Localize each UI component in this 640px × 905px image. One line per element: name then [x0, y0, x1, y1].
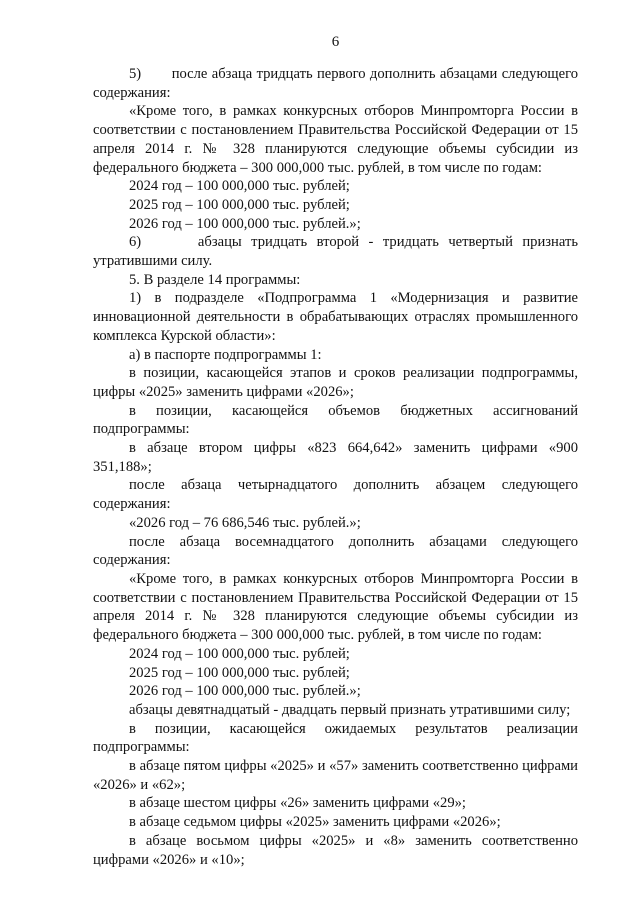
- paragraph: 5. В разделе 14 программы:: [129, 271, 301, 288]
- paragraph: 2026 год – 100 000,000 тыс. рублей.»;: [129, 683, 361, 700]
- paragraph: после абзаца восемнадцатого дополнить абзацами следующего содержания:: [93, 533, 578, 569]
- document-body: [93, 65, 578, 869]
- paragraph: 5) после абзаца тридцать первого дополнить абзацами следующего содержания:: [93, 66, 578, 101]
- paragraph: в абзаце пятом цифры «2025» и «57» заменить соответственно цифрами «2026» и «62»;: [93, 758, 578, 793]
- paragraph: 2026 год – 100 000,000 тыс. рублей.»;: [129, 215, 361, 232]
- paragraph: «Кроме того, в рамках конкурсных отборов Минпромторга России в соответствии с постановлением Правительства Российской Федерации от 15 апреля 2014 г. № 328 планируются следующие объемы субсидии из федерального бюджета – 300 000,000 тыс. рублей, в том числе по годам:: [93, 103, 578, 176]
- paragraph: после абзаца четырнадцатого дополнить абзацем следующего содержания:: [93, 477, 578, 513]
- paragraph: в позиции, касающейся этапов и сроков реализации подпрограммы, цифры «2025» заменить цифрами «2026»;: [93, 365, 578, 400]
- page-number: 6: [331, 34, 340, 50]
- paragraph: 1) в подразделе «Подпрограмма 1 «Модернизация и развитие инновационной деятельности в обрабатывающих отраслях промышленного комплекса Курской области»:: [93, 290, 578, 344]
- paragraph: а) в паспорте подпрограммы 1:: [129, 346, 322, 363]
- paragraph: в абзаце седьмом цифры «2025» заменить цифрами «2026»;: [129, 814, 501, 831]
- paragraph: 2024 год – 100 000,000 тыс. рублей;: [129, 645, 350, 662]
- paragraph: 2025 год – 100 000,000 тыс. рублей;: [129, 664, 350, 681]
- paragraph: «Кроме того, в рамках конкурсных отборов Минпромторга России в соответствии с постановлением Правительства Российской Федерации от 15 апреля 2014 г. № 328 планируются следующие объемы субсидии из федерального бюджета – 300 000,000 тыс. рублей, в том числе по годам:: [93, 570, 578, 644]
- paragraph: 2024 год – 100 000,000 тыс. рублей;: [129, 178, 350, 195]
- paragraph: «2026 год – 76 686,546 тыс. рублей.»;: [129, 514, 361, 531]
- paragraph: в абзаце шестом цифры «26» заменить цифрами «29»;: [129, 795, 466, 812]
- paragraph: в абзаце восьмом цифры «2025» и «8» заменить соответственно цифрами «2026» и «10»;: [93, 832, 578, 868]
- paragraph: в абзаце втором цифры «823 664,642» заменить цифрами «900 351,188»;: [93, 440, 578, 475]
- paragraph: 6) абзацы тридцать второй - тридцать четвертый признать утратившими силу.: [93, 234, 578, 270]
- paragraph: в позиции, касающейся ожидаемых результатов реализации подпрограммы:: [93, 720, 578, 756]
- paragraph: абзацы девятнадцатый - двадцать первый признать утратившими силу;: [129, 701, 571, 718]
- paragraph: 2025 год – 100 000,000 тыс. рублей;: [129, 196, 350, 213]
- paragraph: в позиции, касающейся объемов бюджетных ассигнований подпрограммы:: [93, 402, 578, 438]
